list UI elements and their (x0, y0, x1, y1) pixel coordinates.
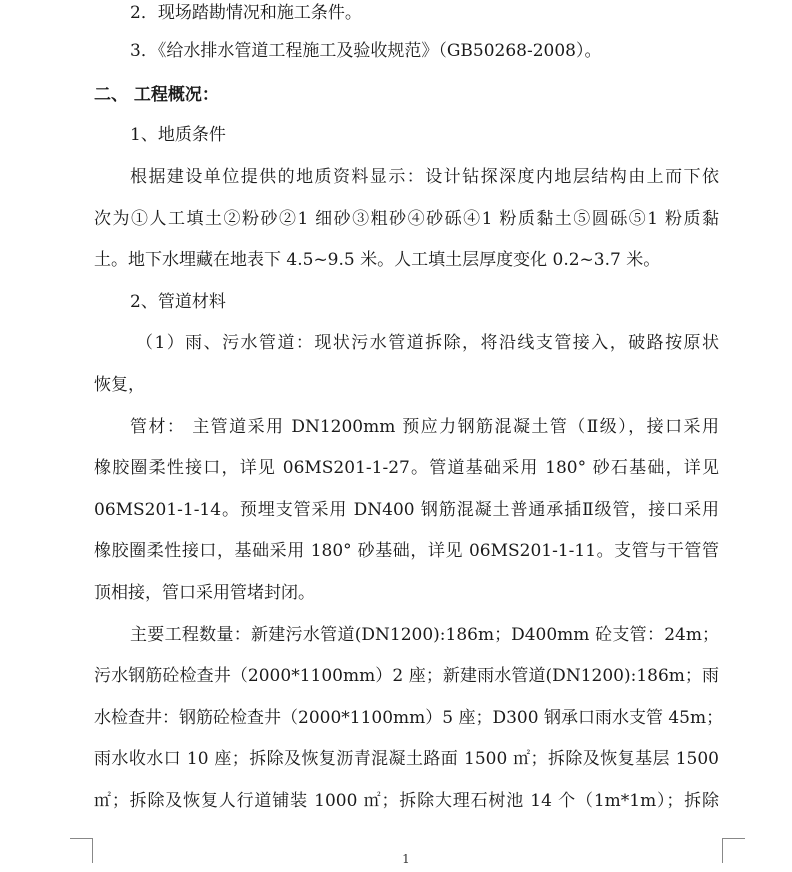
list-item-2: 2．现场踏勘情况和施工条件。 (130, 3, 362, 23)
list-item-3: 3．《给水排水管道工程施工及验收规范》（GB50268-2008）。 (130, 41, 602, 61)
paragraph-line: 水检查井：钢筋砼检查井（2000*1100mm）5 座；D300 钢承口雨水支管 45m； (94, 708, 724, 728)
page-corner-mark-left (70, 838, 93, 863)
subsection-heading-materials: 2、管道材料 (130, 292, 226, 312)
paragraph-line: 恢复， (94, 375, 145, 395)
paragraph-line: 主要工程数量：新建污水管道(DN1200):186m；D400mm 砼支管：24m； (130, 625, 719, 645)
paragraph-line: 次为①人工填土②粉砂②1 细砂③粗砂④砂砾④1 粉质黏土⑤圆砾⑤1 粉质黏 (94, 209, 719, 229)
page-corner-mark-right (722, 838, 745, 863)
paragraph-line: 06MS201-1-14。预埋支管采用 DN400 钢筋混凝土普通承插Ⅱ级管，接口采用 (94, 500, 719, 520)
paragraph-line: （1）雨、污水管道：现状污水管道拆除，将沿线支管接入，破路按原状 (136, 333, 719, 353)
paragraph-line: 顶相接，管口采用管堵封闭。 (94, 583, 315, 603)
paragraph-line: 橡胶圈柔性接口，基础采用 180° 砂基础，详见 06MS201-1-11。支管与干管管 (94, 541, 719, 561)
page-number: 1 (402, 852, 410, 866)
paragraph-line: 污水钢筋砼检查井（2000*1100mm）2 座；新建雨水管道(DN1200):186m；雨 (94, 666, 719, 686)
paragraph-line: 根据建设单位提供的地质资料显示：设计钻探深度内地层结构由上而下依 (130, 167, 719, 187)
paragraph-line: 管材： 主管道采用 DN1200mm 预应力钢筋混凝土管（Ⅱ级），接口采用 (130, 417, 719, 437)
section-heading: 二、 工程概况： (94, 85, 219, 105)
paragraph-line: 橡胶圈柔性接口，详见 06MS201-1-27。管道基础采用 180° 砂石基础，详见 (94, 458, 719, 478)
paragraph-line: ㎡；拆除及恢复人行道铺装 1000 ㎡；拆除大理石树池 14 个（1m*1m）；拆除 (94, 791, 719, 811)
paragraph-line: 土。地下水埋藏在地表下 4.5~9.5 米。人工填土层厚度变化 0.2~3.7 米。 (94, 250, 661, 270)
subsection-heading-geology: 1、地质条件 (130, 125, 226, 145)
paragraph-line: 雨水收水口 10 座；拆除及恢复沥青混凝土路面 1500 ㎡；拆除及恢复基层 1500 (94, 749, 719, 769)
